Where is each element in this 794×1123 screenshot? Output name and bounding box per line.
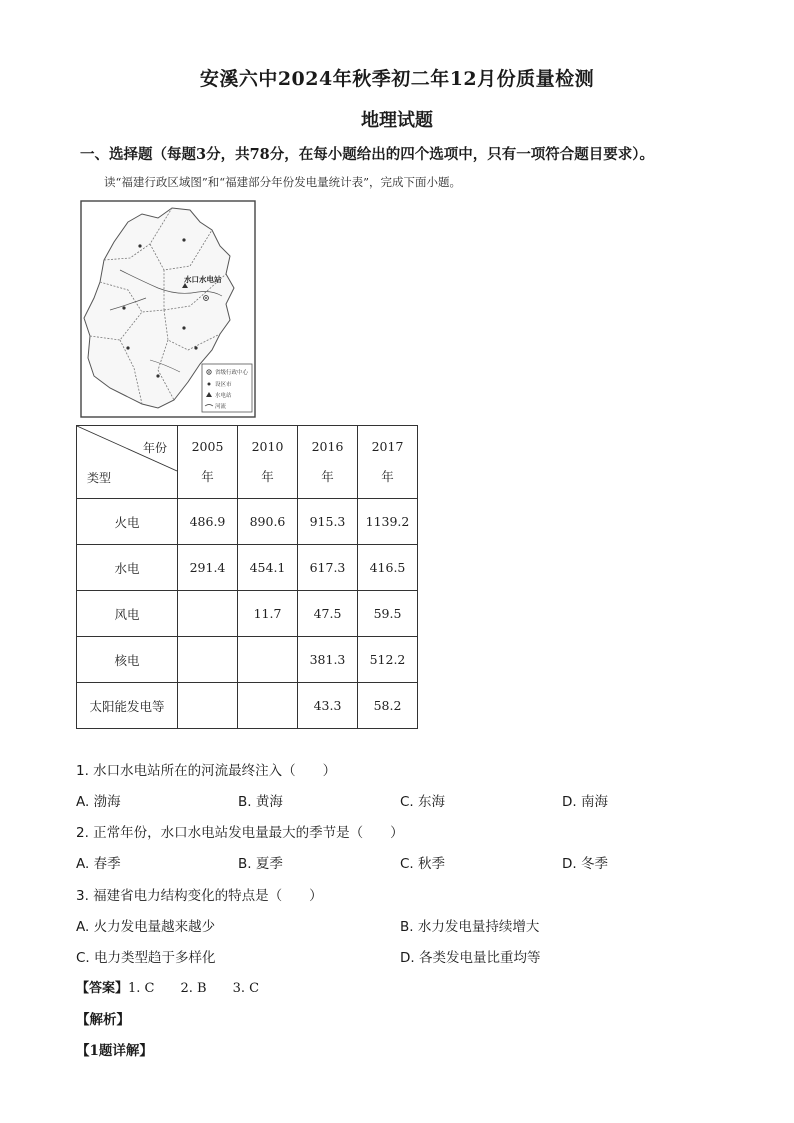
station-label: 水口水电站 <box>184 275 222 284</box>
corner-type-label: 类型 <box>87 471 112 485</box>
row-type: 火电 <box>77 499 178 545</box>
year-header-2010 <box>238 426 298 499</box>
cell-value: 915.3 <box>298 499 358 545</box>
question-2-option-d: D. 冬季 <box>562 856 608 872</box>
page-title: 安溪六中2024年秋季初二年12月份质量检测 <box>199 68 595 90</box>
question-3-option-b: B. 水力发电量持续增大 <box>400 919 540 935</box>
cell-value <box>178 591 238 637</box>
question-3-option-d: D. 各类发电量比重均等 <box>400 950 541 966</box>
table-corner-cell <box>77 426 178 499</box>
year-header-2016 <box>298 426 358 499</box>
answer-values: 1. C 2. B 3. C <box>128 981 260 996</box>
answer-label: 【答案】 <box>76 981 129 996</box>
year-header-2017 <box>358 426 418 499</box>
section-heading: 一、选择题（每题3分，共78分，在每小题给出的四个选项中，只有一项符合题目要求）。 <box>80 146 655 163</box>
legend-capital: 省级行政中心 <box>215 370 249 376</box>
question-1-option-b: B. 黄海 <box>238 794 283 810</box>
cell-value <box>238 637 298 683</box>
table-row <box>77 499 418 545</box>
question-1-option-d: D. 南海 <box>562 794 608 810</box>
corner-diagonal <box>77 426 177 498</box>
legend-city: 设区市 <box>215 382 232 388</box>
year-value: 2010 <box>251 439 284 454</box>
question-1-option-a: A. 渤海 <box>76 794 121 810</box>
cell-value: 486.9 <box>178 499 238 545</box>
cell-value: 617.3 <box>298 545 358 591</box>
cell-value: 43.3 <box>298 683 358 729</box>
year-suffix: 年 <box>261 469 274 484</box>
year-suffix: 年 <box>321 469 334 484</box>
cell-value: 890.6 <box>238 499 298 545</box>
cell-value: 11.7 <box>238 591 298 637</box>
question-3-option-c: C. 电力类型趋于多样化 <box>76 950 216 966</box>
answer-line <box>76 977 259 996</box>
cell-value: 454.1 <box>238 545 298 591</box>
cell-value: 47.5 <box>298 591 358 637</box>
cell-value: 416.5 <box>358 545 418 591</box>
cell-value <box>178 637 238 683</box>
cell-value: 291.4 <box>178 545 238 591</box>
year-value: 2005 <box>191 439 224 454</box>
table-row <box>77 683 418 729</box>
question-1-option-c: C. 东海 <box>400 794 446 810</box>
table-row <box>77 545 418 591</box>
fujian-map <box>80 200 256 418</box>
cell-value: 59.5 <box>358 591 418 637</box>
row-type: 太阳能发电等 <box>77 683 178 729</box>
detail-label: 【1题详解】 <box>76 1043 153 1059</box>
cell-value <box>178 683 238 729</box>
cell-value: 512.2 <box>358 637 418 683</box>
row-type: 水电 <box>77 545 178 591</box>
question-2-option-c: C. 秋季 <box>400 856 446 872</box>
table-row <box>77 591 418 637</box>
cell-value: 58.2 <box>358 683 418 729</box>
year-suffix: 年 <box>201 469 214 484</box>
year-value: 2017 <box>371 439 404 454</box>
table-header-row <box>77 426 418 499</box>
question-1-stem: 1. 水口水电站所在的河流最终注入（ ） <box>76 763 337 779</box>
cell-value <box>238 683 298 729</box>
page-subtitle: 地理试题 <box>361 110 433 131</box>
question-2-option-b: B. 夏季 <box>238 856 283 872</box>
question-3-option-a: A. 火力发电量越来越少 <box>76 919 216 935</box>
cell-value: 1139.2 <box>358 499 418 545</box>
map-drawing <box>80 200 256 418</box>
question-2-stem: 2. 正常年份，水口水电站发电量最大的季节是（ ） <box>76 825 404 841</box>
row-type: 风电 <box>77 591 178 637</box>
row-type: 核电 <box>77 637 178 683</box>
year-header-2005 <box>178 426 238 499</box>
year-value: 2016 <box>311 439 344 454</box>
question-3-stem: 3. 福建省电力结构变化的特点是（ ） <box>76 888 323 904</box>
question-2-option-a: A. 春季 <box>76 856 121 872</box>
cell-value: 381.3 <box>298 637 358 683</box>
power-generation-table <box>76 425 418 729</box>
legend-river: 河流 <box>215 404 227 410</box>
table-row <box>77 637 418 683</box>
corner-year-label: 年份 <box>142 441 167 455</box>
intro-text: 读“福建行政区域图”和“福建部分年份发电量统计表”，完成下面小题。 <box>104 175 462 189</box>
legend-hydro: 水电站 <box>215 393 232 399</box>
year-suffix: 年 <box>381 469 394 484</box>
analysis-label: 【解析】 <box>76 1012 130 1028</box>
